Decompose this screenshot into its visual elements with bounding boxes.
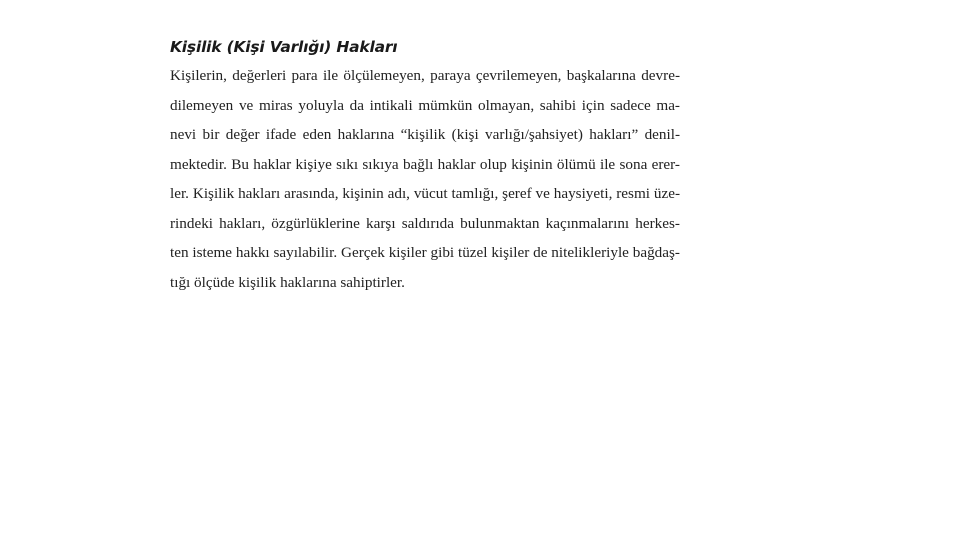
section-heading: Kişilik (Kişi Varlığı) Hakları [170, 38, 398, 56]
paragraph-line: tığı ölçüde kişilik haklarına sahiptirler. [170, 273, 405, 291]
paragraph-line: rindeki hakları, özgürlüklerine karşı saldırıda bulunmaktan kaçınmalarını herkes- [170, 214, 680, 232]
paragraph-line: ten isteme hakkı sayılabilir. Gerçek kişiler gibi tüzel kişiler de nitelikleriyle bağdaş- [170, 244, 680, 261]
paragraph-line: nevi bir değer ifade eden haklarına “kişilik (kişi varlığı/şahsiyet) hakları” denil- [170, 126, 680, 143]
body-paragraph [170, 61, 680, 297]
text-block [170, 36, 680, 297]
paragraph-line: dilemeyen ve miras yoluyla da intikali mümkün olmayan, sahibi için sadece ma- [170, 96, 680, 114]
paragraph-line: ler. Kişilik hakları arasında, kişinin adı, vücut tamlığı, şeref ve haysiyeti, resmi üze- [170, 185, 680, 202]
paragraph-line: mektedir. Bu haklar kişiye sıkı sıkıya bağlı haklar olup kişinin ölümü ile sona erer- [170, 155, 680, 173]
paragraph-line: Kişilerin, değerleri para ile ölçülemeyen, paraya çevrilemeyen, başkalarına devre- [170, 67, 680, 84]
